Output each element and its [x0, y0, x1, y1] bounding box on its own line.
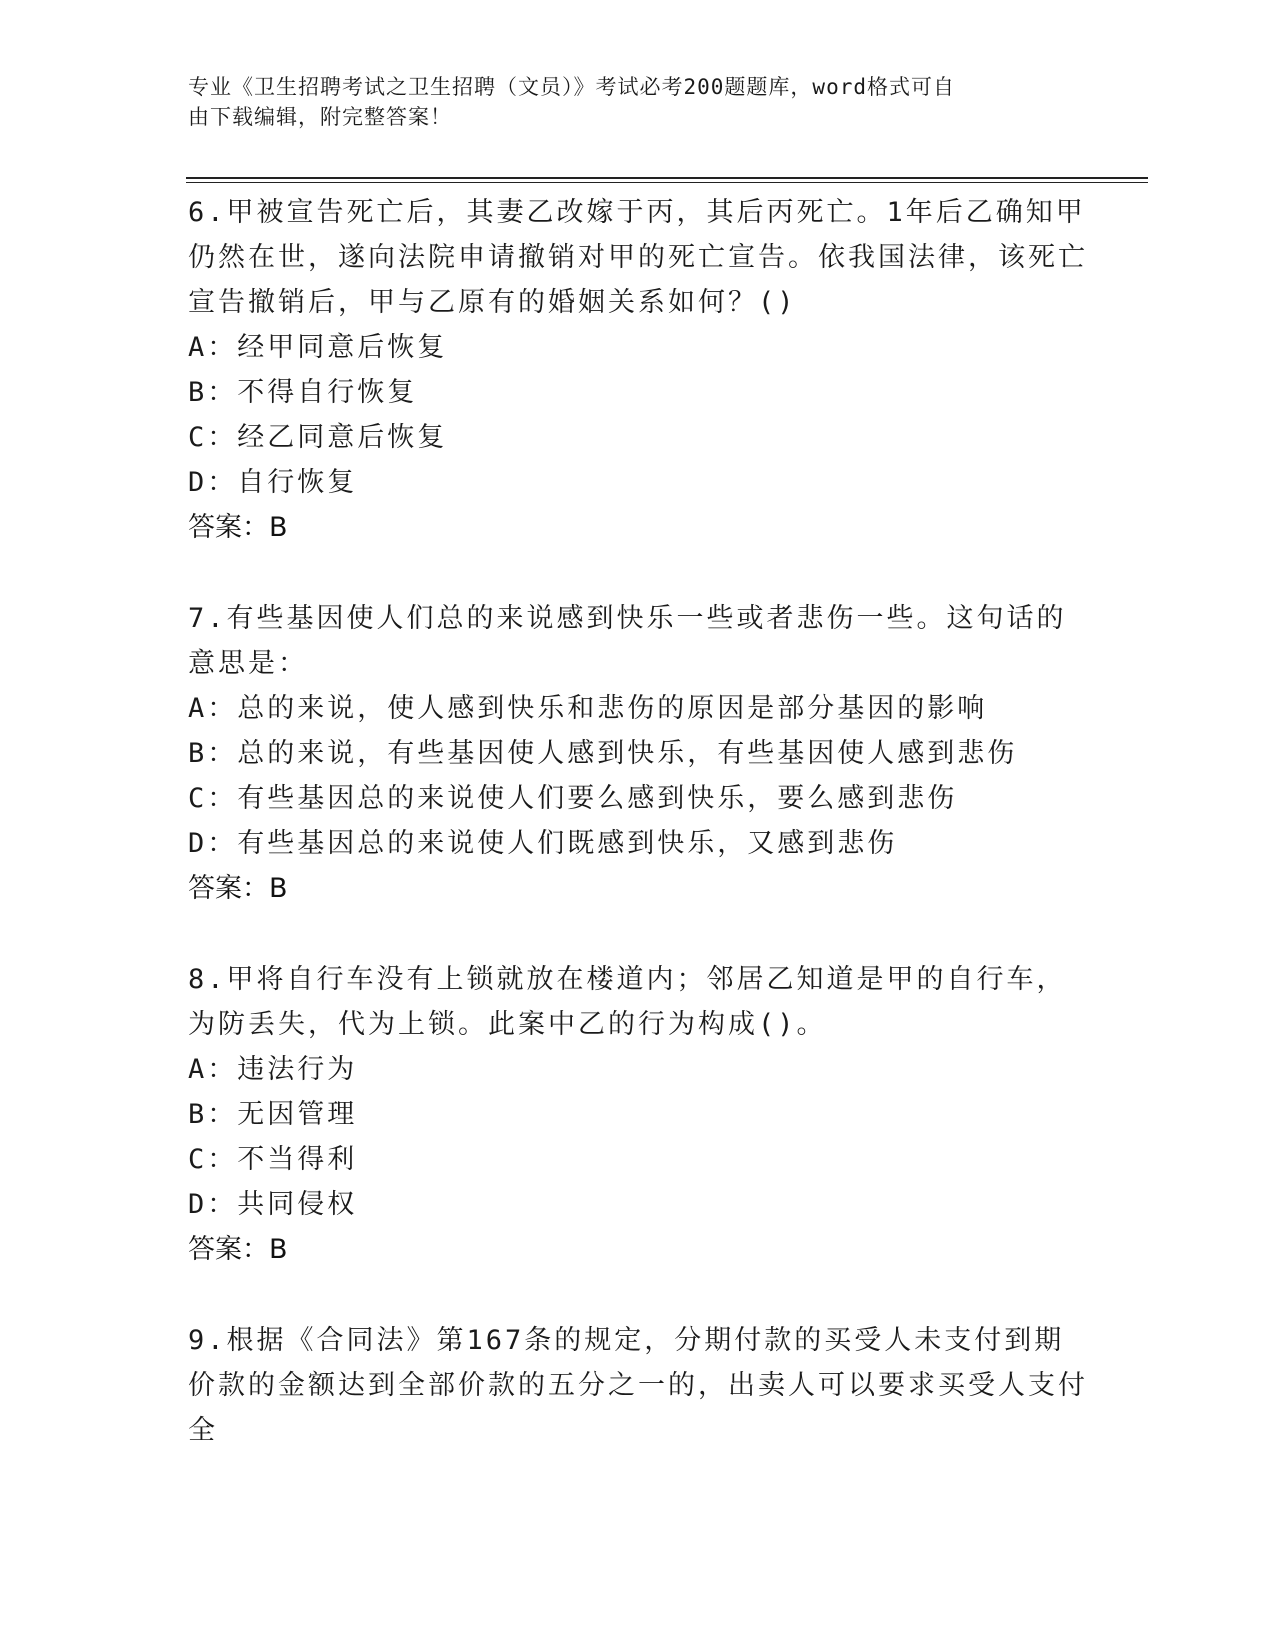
header-divider-thick [186, 177, 1148, 179]
question-9 [188, 1318, 1088, 1453]
question-7 [188, 596, 1088, 911]
option-d: D：有些基因总的来说使人们既感到快乐，又感到悲伤 [188, 828, 898, 859]
header-line-1: 专业《卫生招聘考试之卫生招聘（文员）》考试必考200题题库，word格式可自 [188, 75, 955, 99]
option-b: B：不得自行恢复 [188, 377, 418, 408]
answer-label: 答案：B [188, 1234, 288, 1265]
option-a: A：违法行为 [188, 1054, 358, 1085]
option-b: B：无因管理 [188, 1099, 358, 1130]
option-c: C：经乙同意后恢复 [188, 422, 448, 453]
document-header [188, 72, 1068, 132]
option-c: C：有些基因总的来说使人们要么感到快乐，要么感到悲伤 [188, 783, 958, 814]
option-a: A：经甲同意后恢复 [188, 332, 448, 363]
answer-label: 答案：B [188, 512, 288, 543]
option-d: D：共同侵权 [188, 1189, 358, 1220]
header-divider-thin [186, 182, 1148, 183]
question-6 [188, 190, 1088, 550]
question-stem: 8.甲将自行车没有上锁就放在楼道内；邻居乙知道是甲的自行车，为防丢失，代为上锁。此案中乙的行为构成()。 [188, 964, 1067, 1040]
question-stem: 9.根据《合同法》第167条的规定，分期付款的买受人未支付到期价款的金额达到全部价款的五分之一的，出卖人可以要求买受人支付全 [188, 1325, 1088, 1446]
question-stem: 6.甲被宣告死亡后，其妻乙改嫁于丙，其后丙死亡。1年后乙确知甲仍然在世，遂向法院申请撤销对甲的死亡宣告。依我国法律，该死亡宣告撤销后，甲与乙原有的婚姻关系如何？() [188, 197, 1088, 318]
question-list [188, 190, 1088, 1499]
option-c: C：不当得利 [188, 1144, 358, 1175]
answer-label: 答案：B [188, 873, 288, 904]
option-d: D：自行恢复 [188, 467, 358, 498]
option-b: B：总的来说，有些基因使人感到快乐，有些基因使人感到悲伤 [188, 738, 1018, 769]
option-a: A：总的来说，使人感到快乐和悲伤的原因是部分基因的影响 [188, 693, 988, 724]
header-line-2: 由下载编辑，附完整答案！ [188, 105, 452, 129]
question-stem: 7.有些基因使人们总的来说感到快乐一些或者悲伤一些。这句话的意思是： [188, 603, 1067, 679]
question-8 [188, 957, 1088, 1272]
